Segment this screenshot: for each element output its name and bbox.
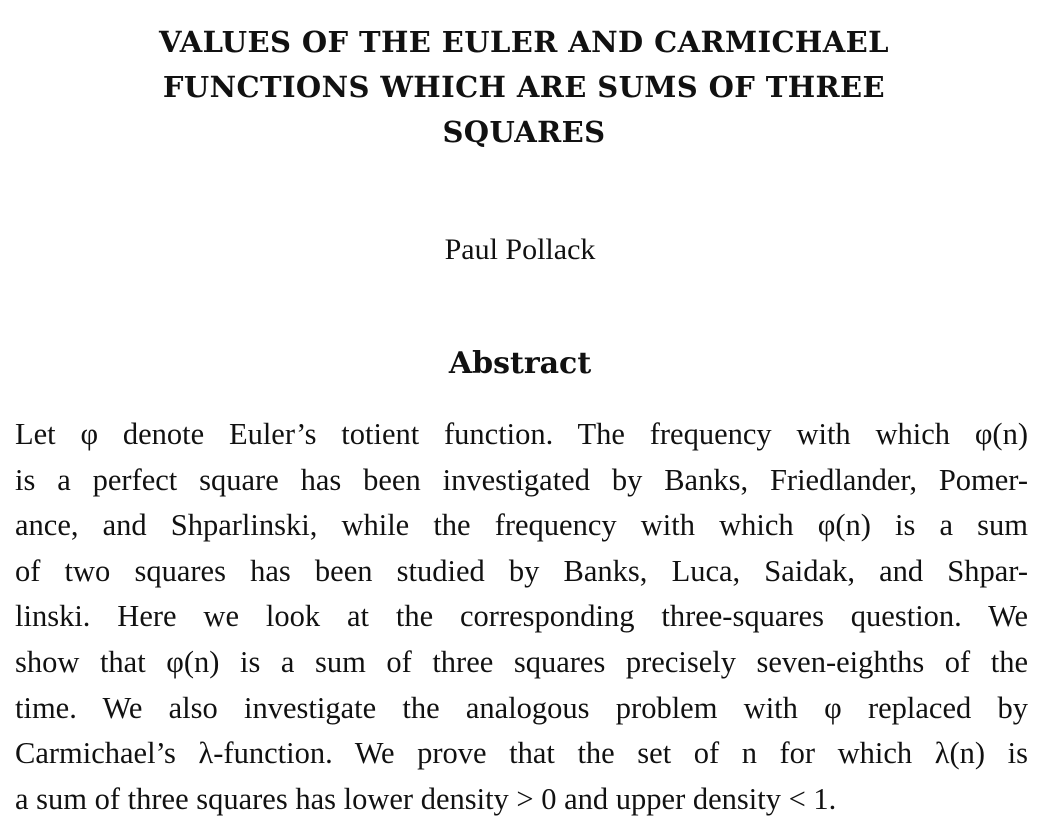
abstract-line-7: time. We also investigate the analogous problem with φ replaced by [15, 690, 1028, 725]
abstract-body [15, 412, 1028, 822]
abstract-line-2: is a perfect square has been investigated by Banks, Friedlander, Pomer- [15, 462, 1028, 497]
abstract-heading: Abstract [448, 346, 592, 381]
title-line-2: FUNCTIONS WHICH ARE SUMS OF THREE [162, 70, 886, 104]
author-name: Paul Pollack [444, 233, 596, 266]
abstract-line-8: Carmichael’s λ-function. We prove that the set of n for which λ(n) is [15, 736, 1028, 771]
title-line-1: VALUES OF THE EULER AND CARMICHAEL [159, 25, 889, 59]
abstract-line-9: a sum of three squares has lower density > 0 and upper density < 1. [15, 781, 837, 816]
paper-title [40, 20, 1008, 155]
abstract-line-4: of two squares has been studied by Banks, Luca, Saidak, and Shpar- [15, 553, 1028, 588]
title-line-3: SQUARES [442, 115, 606, 149]
abstract-line-6: show that φ(n) is a sum of three squares precisely seven-eighths of the [15, 644, 1028, 679]
abstract-line-5: linski. Here we look at the corresponding three-squares question. We [15, 599, 1028, 634]
abstract-line-3: ance, and Shparlinski, while the frequency with which φ(n) is a sum [15, 508, 1028, 543]
abstract-line-1: Let φ denote Euler’s totient function. The frequency with which φ(n) [15, 417, 1028, 451]
